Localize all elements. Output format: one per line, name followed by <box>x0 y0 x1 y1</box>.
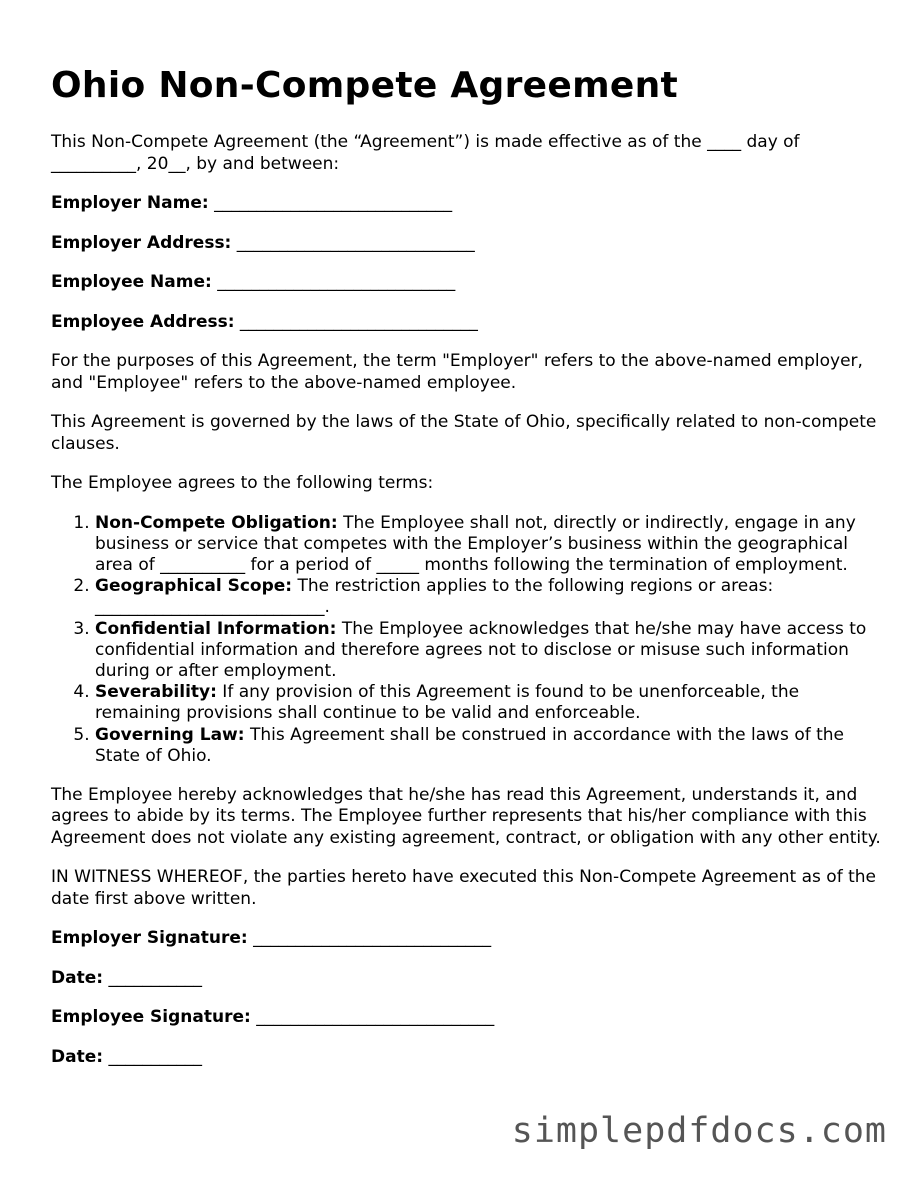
field-blank: ____________________________ <box>239 311 478 332</box>
field-label: Date: <box>51 1046 104 1067</box>
field-label: Employer Signature: <box>51 928 248 949</box>
list-item <box>95 619 881 683</box>
employer-address-field <box>51 233 881 255</box>
term-heading: Geographical Scope: <box>95 576 293 597</box>
field-label: Date: <box>51 967 104 988</box>
field-label: Employee Signature: <box>51 1007 251 1028</box>
field-blank: ____________________________ <box>217 272 456 292</box>
intro-paragraph: This Non-Compete Agreement (the “Agreement”) is made effective as of the ____ day of __________, 20__, by and between: <box>51 132 800 174</box>
field-blank: ____________________________ <box>253 928 492 949</box>
list-item <box>95 576 881 618</box>
employee-signature-field <box>51 1007 881 1029</box>
field-blank: ____________________________ <box>256 1007 495 1028</box>
field-label: Employee Name: <box>51 272 212 292</box>
document-page <box>51 64 881 1086</box>
terms-intro: The Employee agrees to the following terms: <box>51 473 434 493</box>
document-title: Ohio Non-Compete Agreement <box>51 65 679 106</box>
term-text: This Agreement shall be construed in accordance with the laws of the State of Ohio. <box>95 724 845 766</box>
list-item <box>95 682 881 724</box>
employer-date-field <box>51 968 881 990</box>
field-label: Employee Address: <box>51 311 235 332</box>
employer-name-field <box>51 193 881 215</box>
field-label: Employer Name: <box>51 193 209 213</box>
employee-address-field <box>51 312 881 334</box>
list-item <box>95 725 881 767</box>
employee-date-field <box>51 1047 881 1069</box>
field-blank: ___________ <box>108 967 202 988</box>
term-text: The Employee shall not, directly or indirectly, engage in any business or service that competes with the Employer’s business within the geographical area of __________ for a period of _____ months following the termination of employment. <box>95 512 856 575</box>
term-text: If any provision of this Agreement is found to be unenforceable, the remaining provisions shall continue to be valid and enforceable. <box>95 682 800 724</box>
term-text: The Employee acknowledges that he/she may have access to confidential information and therefore agrees not to disclose or misuse such information during or after employment. <box>95 618 867 681</box>
witness-paragraph: IN WITNESS WHEREOF, the parties hereto have executed this Non-Compete Agreement as of the date first above written. <box>51 867 876 909</box>
terms-list <box>51 513 881 767</box>
field-blank: ____________________________ <box>236 232 475 253</box>
term-heading: Confidential Information: <box>95 618 337 639</box>
employee-name-field <box>51 272 881 294</box>
watermark: simplepdfdocs.com <box>511 1111 887 1151</box>
field-label: Employer Address: <box>51 232 232 253</box>
term-text: The restriction applies to the following regions or areas: ___________________________. <box>95 576 774 618</box>
employer-signature-field <box>51 928 881 950</box>
field-blank: ____________________________ <box>214 193 453 213</box>
governing-paragraph: This Agreement is governed by the laws of the State of Ohio, specifically related to non-compete clauses. <box>51 412 877 454</box>
term-heading: Severability: <box>95 682 217 703</box>
term-heading: Non-Compete Obligation: <box>95 512 338 533</box>
acknowledgement-paragraph: The Employee hereby acknowledges that he/she has read this Agreement, understands it, and agrees to abide by its terms. The Employee further represents that his/her compliance with this Agreement does not violate any existing agreement, contract, or obligation with any other entity. <box>51 784 881 848</box>
definitions-paragraph: For the purposes of this Agreement, the term "Employer" refers to the above-named employer, and "Employee" refers to the above-named employee. <box>51 351 863 393</box>
list-item <box>95 513 881 577</box>
term-heading: Governing Law: <box>95 724 245 745</box>
field-blank: ___________ <box>108 1046 202 1067</box>
